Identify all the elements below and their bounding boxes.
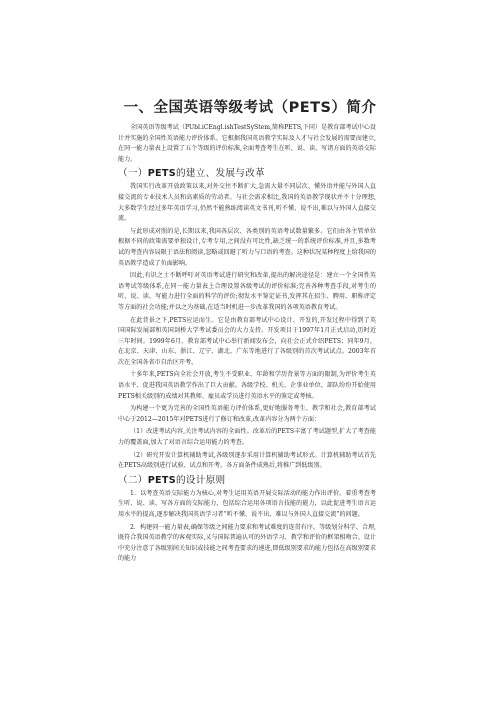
section-heading-prefix: （一） <box>118 168 148 180</box>
body-paragraph: 因此,有识之士不断呼吁对英语考试进行研究和改革,提出的解决途径是：建立一个全国性英语考试等级体系,在同一能力量表上合理设置各级考试的评价标准;完善各种考查手段,对考生的听、说、读、写能力进行全面的科学的评价;彻发水平鉴定证书,发挥其在招生、聘用、职称评定等方面的社会功能;并以之为基础,在适当时机进一步改革我国的各项英语教育考试。 <box>118 272 376 311</box>
body-paragraph: 我国实行改革开放政策以来,对外交往不断扩大,急需大量不同层次、懂外语并能与外国人直接交流的专业技术人员和高素质的劳动者。与社会需求相比,我国的英语教学现状并不十分理想,大多数学生经过多年英语学习,仍然不能熟练阅读英文书刊,听不懂、说不出,难以与外国人直接交流。 <box>118 183 376 223</box>
body-paragraph: 2．构建同一能力量表,确保等级之间能力要求和考试难度的连贯有序。等级划分科学、合理,既符合我国英语教学的客观实际,又与国际普遍认可的外语学习、教学和评价的框架相吻合。设计中充分注意了各级别间关知识或技能之间考查要求的递进,即低级别要求的能力包括在高级别要求的能力 <box>118 523 376 563</box>
document-body <box>118 123 376 567</box>
page-title <box>0 96 500 117</box>
section-heading-text: 的建立、发展与改革 <box>175 168 265 180</box>
body-paragraph: 在此背景之下,PETS应运而生。它是由教育部考试中心设计、开发的,开发过程中得到了英国国际发展部和英国剑桥大学考试委员会的大力支持。开发项目于1997年1月正式启动,历时近三年时间。1999年6月，教育部考试中心举行新闻发布会，向社会正式介绍PETS；同年9月，在北京、天津、山东、浙江、辽宁、湖北、广东等地进行了各级别的首次考试试点。2003年首次在全国各省市自治区开考。 <box>118 316 376 366</box>
section-heading-text: 的设计原则 <box>175 474 226 486</box>
body-paragraph: 1．以考查英语交际能力为核心,对考生运用英语开展交际活动的能力作出评价。着重考查考生听、说、读、写各方面的交际能力，包括综合运用各项语言技能的能力，以此促进考生语言运用水平的提高,逐步解决我国英语学习者“听不懂、说不出，难以与外国人直接交流”的问题。 <box>118 489 376 518</box>
body-paragraph: （2）研究开发计算机辅助考试,各级别逐步采用计算机辅助考试形式。计算机辅助考试首先在PETS高级别进行试验、试点和开考。各方面条件成熟后,将推广到低级别。 <box>118 451 376 470</box>
title-acronym: PETS <box>288 100 332 116</box>
section-heading-acronym: PETS <box>147 474 176 486</box>
body-paragraph: 十多年来,PETS向全社会开放,考生不受职业、年龄和学历背景等方面的限制,为评价考生英语水平、促进我国英语教学作出了巨大贡献。各级学校、机关、企事业单位、部队纷纷开始使用PETS相关级别的成绩对其教师、雇员或学员进行英语水平的鉴定或考核。 <box>118 371 376 400</box>
section-heading-establishment <box>118 167 376 181</box>
intro-paragraph: 全国英语等级考试（PUbl.iCEngl.ishTestSyStem,简称PETS,下同）是教育部考试中心设计并实施的全国性英语能力评价体系。它根据我国英语教学实际及人才与社会发展的需要而建立,在同一能力量表上设置了五个等级的评价标准,全面考查考生在听、说、读、写诸方面的英语交际能力。 <box>118 124 376 163</box>
section-heading-design-principles <box>118 474 376 488</box>
section-heading-prefix: （二） <box>118 474 148 486</box>
body-paragraph: 与此形成对照的是,长期以来,我国各层次、各类别的英语考试数量繁多。它们由各主管单位根据不同的政策需要单独设计,专考专用,之间没有可比性,缺乏统一的系统评价标准,并且,多数考试的考查内容局限于语法和阅读,忽略或回避了听力与口语的考查。这种状况某种程度上给我国的英语教学造成了负面影响。 <box>118 227 376 267</box>
section-heading-acronym: PETS <box>147 168 176 180</box>
title-prefix: 一、全国英语等级考试（ <box>123 100 289 116</box>
body-paragraph: （1）改进考试内容,关注考试内容的全面性。改革后的PETS丰富了考试题型,扩大了考查能力的覆盖面,加大了对语言综合运用能力的考查。 <box>118 428 376 447</box>
body-paragraph: 为构建一个更为完善的全国性英语能力评价体系,更好地服务考生、教学和社会,教育部考试中心于2012—2015年对PETS进行了修订和改革,改革内容分为两个方面： <box>118 405 376 423</box>
title-suffix: ）简介 <box>331 100 377 116</box>
